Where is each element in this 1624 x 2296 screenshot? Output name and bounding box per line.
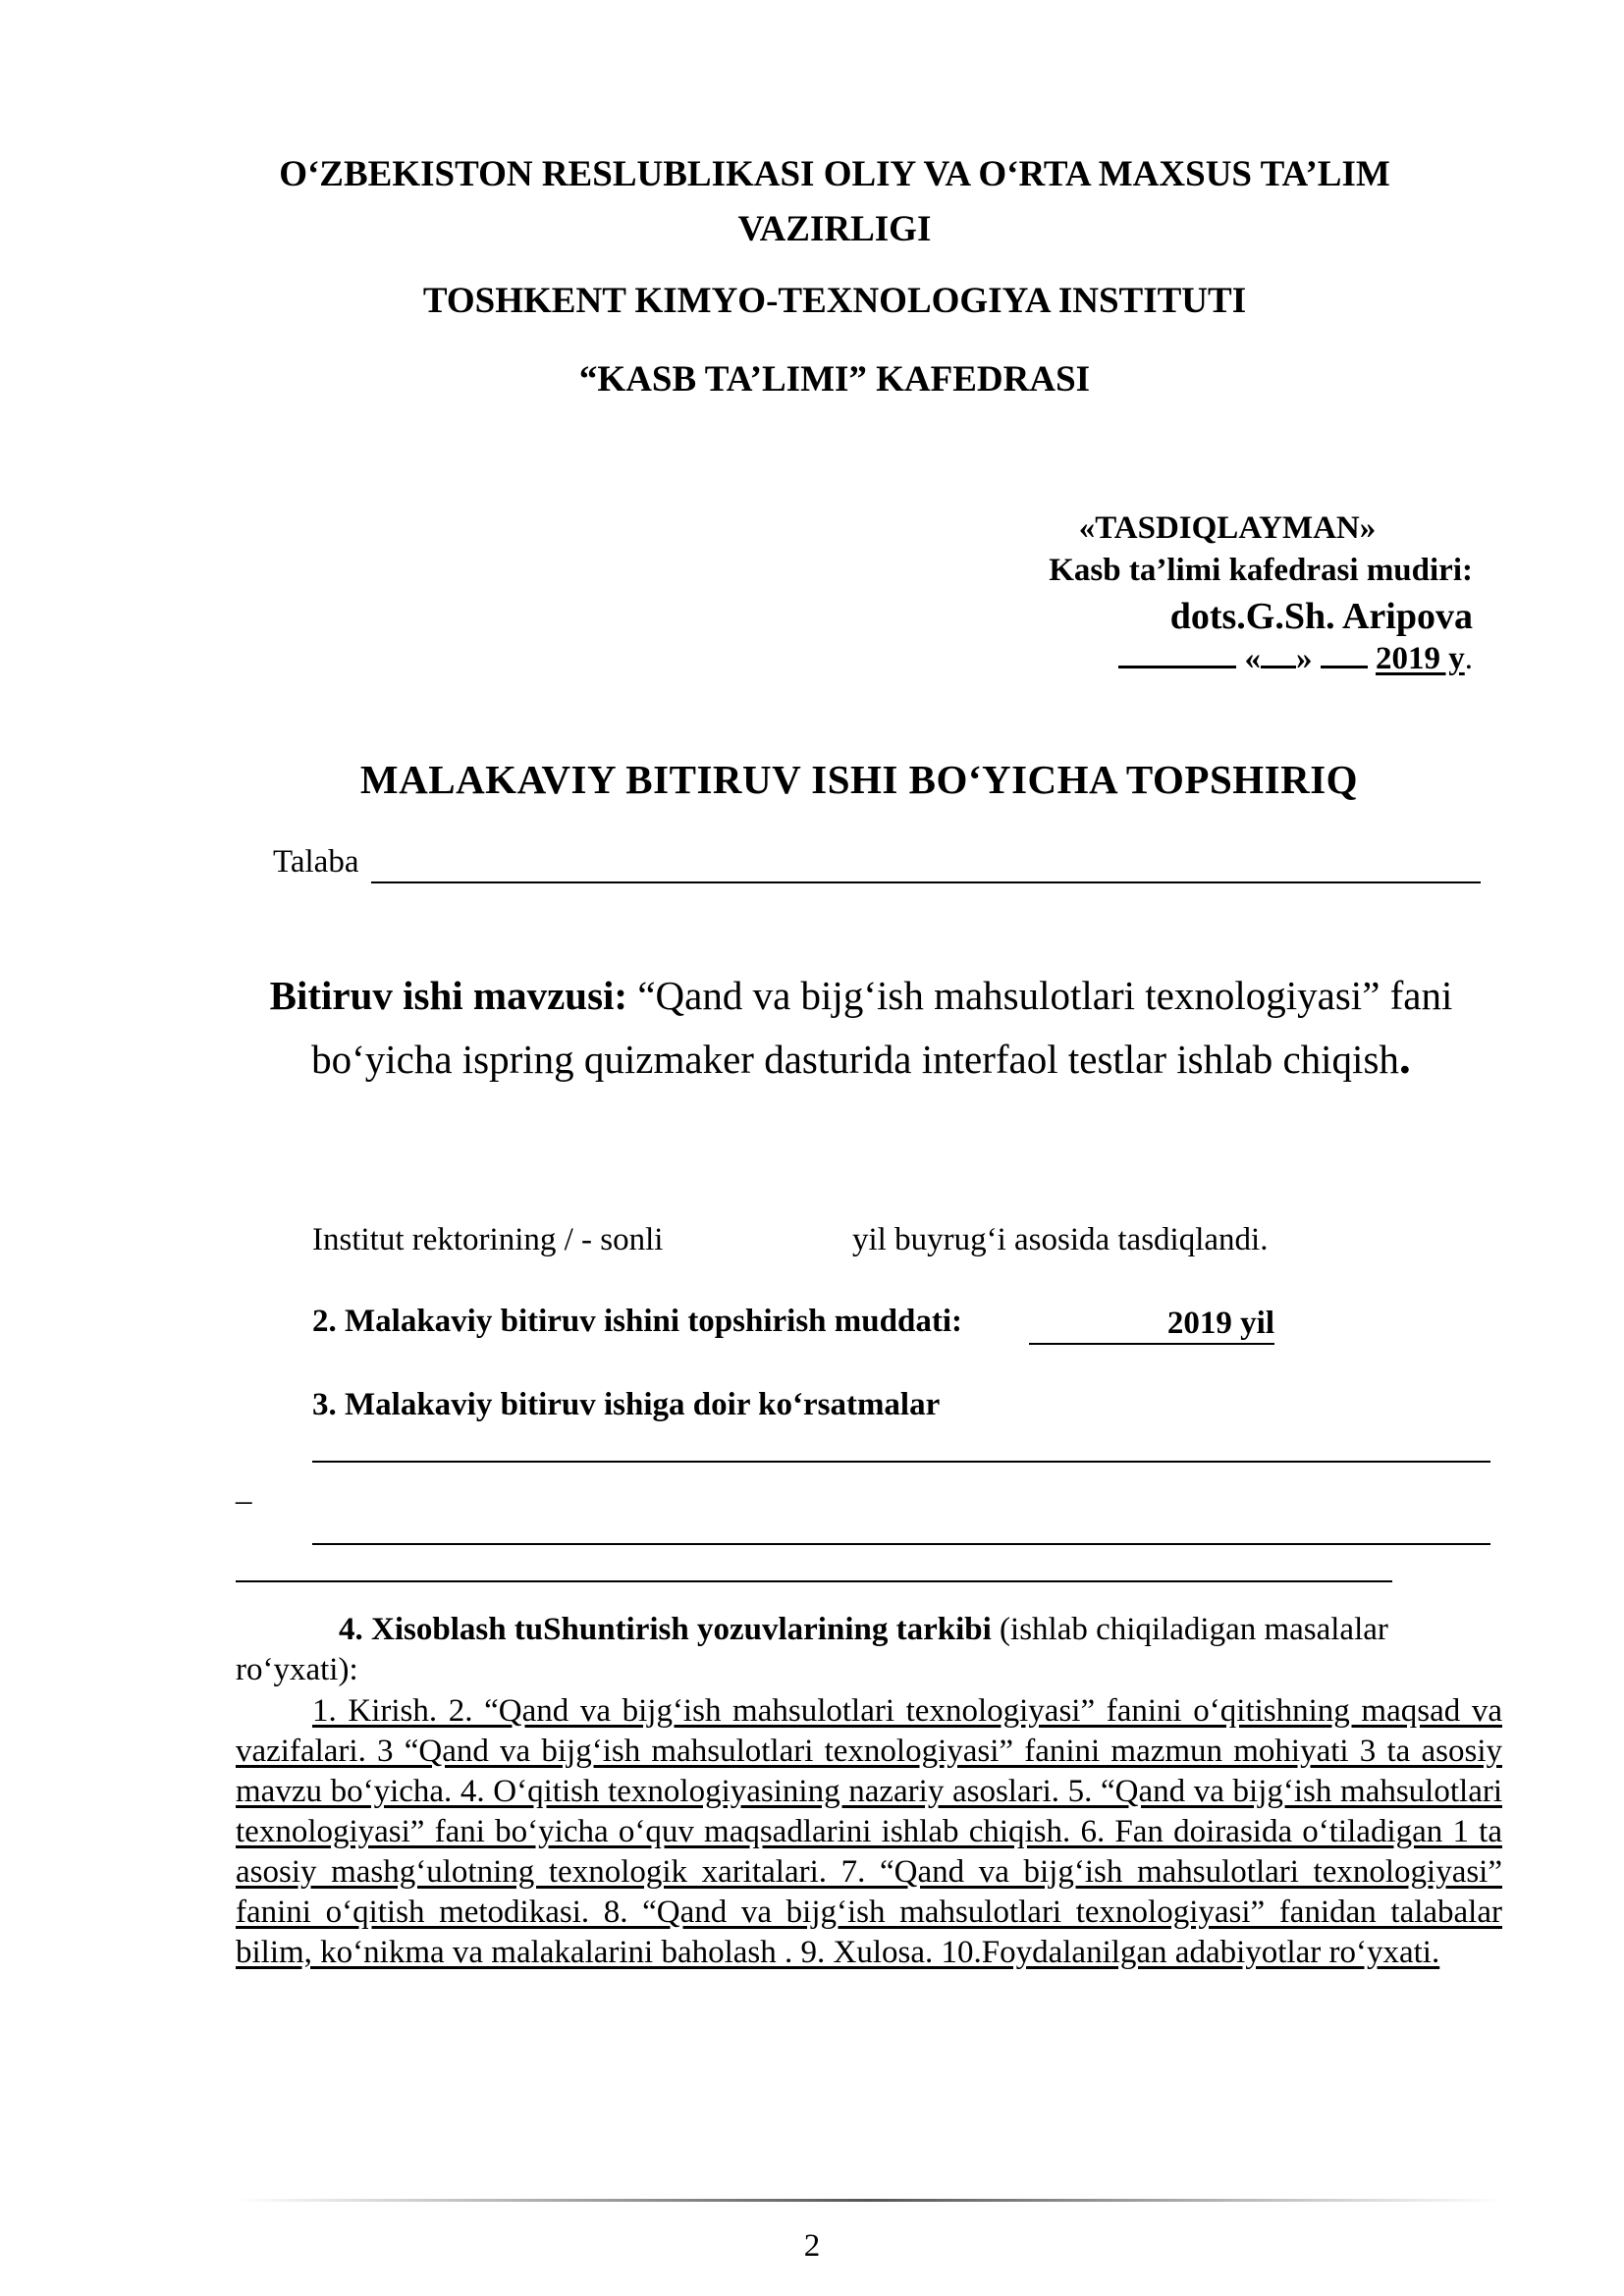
instructions-line-1 — [312, 1461, 1490, 1463]
approval-position: Kasb ta’limi kafedrasi mudiri: — [1049, 553, 1473, 588]
approval-date — [1060, 638, 1473, 677]
student-label: Talaba — [273, 844, 359, 880]
order-text-start: Institut rektorining / - sonli — [312, 1222, 664, 1257]
contents-label: 4. Xisoblash tuShuntirish yozuvlarining tarkibi — [339, 1612, 992, 1647]
page-number: 2 — [803, 2228, 821, 2264]
approval-name: dots.G.Sh. Aripova — [1169, 596, 1473, 637]
approval-period: . — [1464, 641, 1473, 676]
contents-note: (ishlab chiqiladigan masalalar ro‘yxati): — [236, 1612, 1388, 1687]
student-name-line — [371, 881, 1481, 883]
date-close-quote: » — [1296, 641, 1313, 676]
date-blank-day — [1261, 638, 1296, 668]
date-blank-1 — [1118, 638, 1236, 668]
contents-items: 1. Kirish. 2. “Qand va bijg‘ish mahsulotlari texnologiyasi” fanini o‘qitishning maqsad va vazifalari. 3 “Qand va bijg‘ish mahsulotlari texnologiyasi” fanini mazmun mohiyati 3 ta asosiy mavzu bo‘yicha. 4. O‘qitish texnologiyasining nazariy asoslari. 5. “Qand va bijg‘ish mahsulotlari texnologiyasi” fani bo‘yicha o‘quv maqsadlarini ishlab chiqish. 6. Fan doirasida o‘tiladigan 1 ta asosiy mashg‘ulotning texnologik xaritalari. 7. “Qand va bijg‘ish mahsulotlari texnologiyasi” fanini o‘qitish metodikasi. 8. “Qand va bijg‘ish mahsulotlari texnologiyasi” fanidan talabalar bilim, ko‘nikma va malakalarini baholash . 9. Xulosa. 10.Foydalanilgan adabiyotlar ro‘yxati. — [236, 1693, 1502, 1970]
date-blank-month — [1321, 638, 1368, 668]
thesis-theme — [245, 964, 1477, 1091]
order-text-end: yil buyrug‘i asosida tasdiqlandi. — [852, 1222, 1269, 1257]
instructions-line-2 — [312, 1543, 1490, 1545]
institute-heading: TOSHKENT KIMYO-TEXNOLOGIYA INSTITUTI — [422, 281, 1247, 321]
department-heading: “KASB TA’LIMI” KAFEDRASI — [578, 359, 1091, 400]
date-open-quote: « — [1244, 641, 1261, 676]
document-title: MALAKAVIY BITIRUV ISHI BO‘YICHA TOPSHIRIQ — [359, 757, 1359, 802]
approval-year: 2019 y — [1376, 641, 1465, 676]
instructions-line-3 — [236, 1580, 1392, 1582]
ministry-heading: O‘ZBEKISTON RESLUBLIKASI OLIY VA O‘RTA MAXSUS TA’LIM VAZIRLIGI — [279, 154, 1390, 249]
footer-divider — [236, 2199, 1502, 2202]
instructions-dash: _ — [236, 1472, 252, 1508]
theme-label: Bitiruv ishi mavzusi: — [269, 973, 628, 1018]
contents-heading — [236, 1610, 1502, 1690]
deadline-label: 2. Malakaviy bitiruv ishini topshirish muddati: — [312, 1304, 962, 1339]
theme-end: . — [1398, 1032, 1411, 1084]
deadline-value: 2019 yil — [1029, 1304, 1274, 1345]
theme-text: “Qand va bijg‘ish mahsulotlari texnologiyasi” fani bo‘yicha ispring quizmaker dasturida interfaol testlar ishlab chiqish — [311, 973, 1453, 1082]
instructions-label: 3. Malakaviy bitiruv ishiga doir ko‘rsatmalar — [312, 1387, 941, 1422]
approval-stamp: «TASDIQLAYMAN» — [1078, 510, 1377, 546]
